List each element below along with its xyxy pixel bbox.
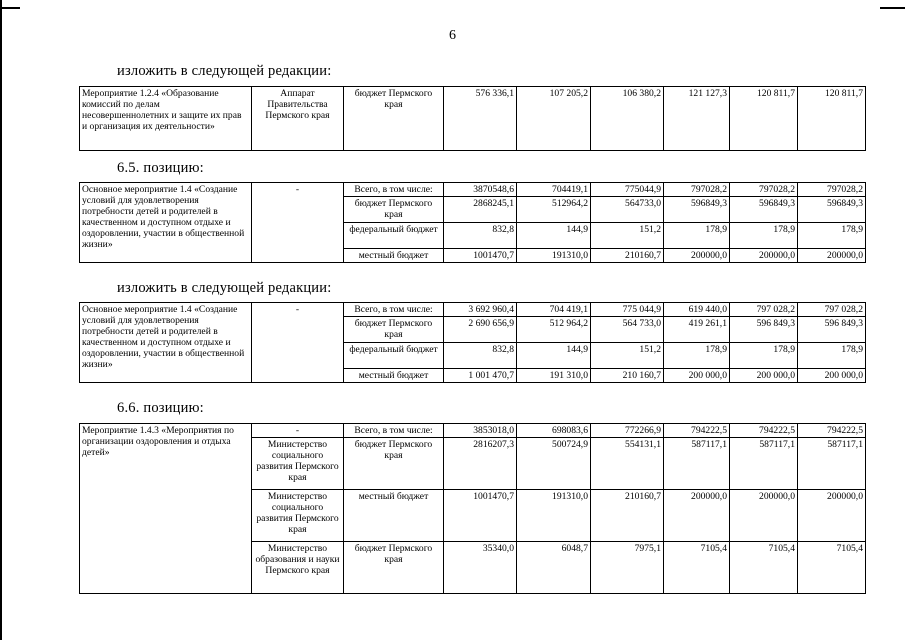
value-cell: 587117,1 [664, 438, 730, 490]
value-cell: 7105,4 [730, 542, 798, 594]
scan-border-top-left [0, 7, 20, 9]
value-cell: 7975,1 [591, 542, 664, 594]
value-cell: 151,2 [591, 343, 664, 369]
executor: Аппарат Правительства Пермского края [252, 87, 344, 151]
executor: - [252, 303, 344, 383]
table-main-measure-1-4-old [79, 182, 866, 263]
value-cell: 797 028,2 [730, 303, 798, 317]
value-cell: 794222,5 [730, 424, 798, 438]
value-cell: 775044,9 [591, 183, 664, 197]
funding-source: бюджет Пермского края [344, 438, 444, 490]
value-cell: 1001470,7 [444, 249, 517, 263]
value-cell: 178,9 [730, 223, 798, 249]
value-cell: 2868245,1 [444, 197, 517, 223]
funding-source: Всего, в том числе: [344, 183, 444, 197]
value-cell: 106 380,2 [591, 87, 664, 151]
value-cell: 512964,2 [517, 197, 591, 223]
value-cell: 772266,9 [591, 424, 664, 438]
funding-source: местный бюджет [344, 490, 444, 542]
funding-source: местный бюджет [344, 369, 444, 383]
value-cell: 210 160,7 [591, 369, 664, 383]
value-cell: 200000,0 [664, 249, 730, 263]
value-cell: 576 336,1 [444, 87, 517, 151]
executor: Министерство социального развития Пермского края [252, 490, 344, 542]
value-cell: 200 000,0 [664, 369, 730, 383]
value-cell: 191310,0 [517, 490, 591, 542]
table-main-measure-1-4-new [79, 302, 866, 383]
value-cell: 794222,5 [664, 424, 730, 438]
value-cell: 596 849,3 [798, 317, 866, 343]
value-cell: 178,9 [664, 343, 730, 369]
value-cell: 596849,3 [664, 197, 730, 223]
value-cell: 178,9 [664, 223, 730, 249]
value-cell: 596849,3 [730, 197, 798, 223]
table-row [80, 87, 866, 151]
value-cell: 3853018,0 [444, 424, 517, 438]
heading-new-edition-2: изложить в следующей редакции: [117, 280, 332, 296]
measure-name: Мероприятие 1.2.4 «Образование комиссий по делам несовершеннолетних и защите их прав и организация их деятельности» [80, 87, 252, 151]
funding-source: бюджет Пермского края [344, 197, 444, 223]
value-cell: 200 000,0 [730, 369, 798, 383]
value-cell: 210160,7 [591, 249, 664, 263]
value-cell: 698083,6 [517, 424, 591, 438]
funding-source: бюджет Пермского края [344, 317, 444, 343]
value-cell: 596 849,3 [730, 317, 798, 343]
value-cell: 200000,0 [798, 490, 866, 542]
value-cell: 200000,0 [730, 249, 798, 263]
value-cell: 587117,1 [798, 438, 866, 490]
value-cell: 2816207,3 [444, 438, 517, 490]
value-cell: 151,2 [591, 223, 664, 249]
table-row [80, 303, 866, 317]
value-cell: 178,9 [798, 343, 866, 369]
page-number: 6 [449, 28, 456, 43]
value-cell: 200000,0 [730, 490, 798, 542]
measure-name: Основное мероприятие 1.4 «Создание условий для удовлетворения потребности детей и родителей в качественном и доступном отдыхе и оздоровлении, участии в общественной жизни» [80, 303, 252, 383]
funding-source: федеральный бюджет [344, 223, 444, 249]
value-cell: 120 811,7 [730, 87, 798, 151]
value-cell: 797 028,2 [798, 303, 866, 317]
table-row [80, 424, 866, 438]
value-cell: 775 044,9 [591, 303, 664, 317]
value-cell: 191 310,0 [517, 369, 591, 383]
value-cell: 619 440,0 [664, 303, 730, 317]
value-cell: 564 733,0 [591, 317, 664, 343]
executor: Министерство социального развития Пермского края [252, 438, 344, 490]
value-cell: 3870548,6 [444, 183, 517, 197]
executor: Министерство образования и науки Пермского края [252, 542, 344, 594]
value-cell: 107 205,2 [517, 87, 591, 151]
value-cell: 121 127,3 [664, 87, 730, 151]
value-cell: 596849,3 [798, 197, 866, 223]
value-cell: 178,9 [730, 343, 798, 369]
value-cell: 7105,4 [664, 542, 730, 594]
value-cell: 797028,2 [730, 183, 798, 197]
value-cell: 587117,1 [730, 438, 798, 490]
table-measure-1-2-4 [79, 86, 866, 151]
value-cell: 832,8 [444, 343, 517, 369]
value-cell: 178,9 [798, 223, 866, 249]
value-cell: 7105,4 [798, 542, 866, 594]
value-cell: 419 261,1 [664, 317, 730, 343]
table-row [80, 183, 866, 197]
value-cell: 200 000,0 [798, 369, 866, 383]
heading-item-6-6: 6.6. позицию: [117, 400, 204, 416]
value-cell: 210160,7 [591, 490, 664, 542]
executor: - [252, 424, 344, 438]
value-cell: 3 692 960,4 [444, 303, 517, 317]
value-cell: 704419,1 [517, 183, 591, 197]
value-cell: 144,9 [517, 343, 591, 369]
heading-new-edition-1: изложить в следующей редакции: [117, 63, 332, 79]
funding-source: бюджет Пермского края [344, 542, 444, 594]
value-cell: 191310,0 [517, 249, 591, 263]
value-cell: 554131,1 [591, 438, 664, 490]
executor: - [252, 183, 344, 263]
scan-border-top-right [880, 7, 905, 9]
value-cell: 832,8 [444, 223, 517, 249]
value-cell: 120 811,7 [798, 87, 866, 151]
funding-source: федеральный бюджет [344, 343, 444, 369]
measure-name: Основное мероприятие 1.4 «Создание условий для удовлетворения потребности детей и родителей в качественном и доступном отдыхе и оздоровлении, участии в общественной жизни» [80, 183, 252, 263]
table-measure-1-4-3 [79, 423, 866, 594]
value-cell: 200000,0 [664, 490, 730, 542]
value-cell: 144,9 [517, 223, 591, 249]
heading-item-6-5: 6.5. позицию: [117, 160, 204, 176]
value-cell: 1001470,7 [444, 490, 517, 542]
value-cell: 564733,0 [591, 197, 664, 223]
funding-source: Всего, в том числе: [344, 424, 444, 438]
value-cell: 794222,5 [798, 424, 866, 438]
value-cell: 797028,2 [798, 183, 866, 197]
value-cell: 512 964,2 [517, 317, 591, 343]
value-cell: 35340,0 [444, 542, 517, 594]
measure-name: Мероприятие 1.4.3 «Мероприятия по организации оздоровления и отдыха детей» [80, 424, 252, 594]
value-cell: 2 690 656,9 [444, 317, 517, 343]
value-cell: 200000,0 [798, 249, 866, 263]
value-cell: 704 419,1 [517, 303, 591, 317]
value-cell: 6048,7 [517, 542, 591, 594]
value-cell: 1 001 470,7 [444, 369, 517, 383]
funding-source: бюджет Пермского края [344, 87, 444, 151]
funding-source: Всего, в том числе: [344, 303, 444, 317]
value-cell: 797028,2 [664, 183, 730, 197]
value-cell: 500724,9 [517, 438, 591, 490]
scan-border-left [0, 0, 2, 640]
funding-source: местный бюджет [344, 249, 444, 263]
